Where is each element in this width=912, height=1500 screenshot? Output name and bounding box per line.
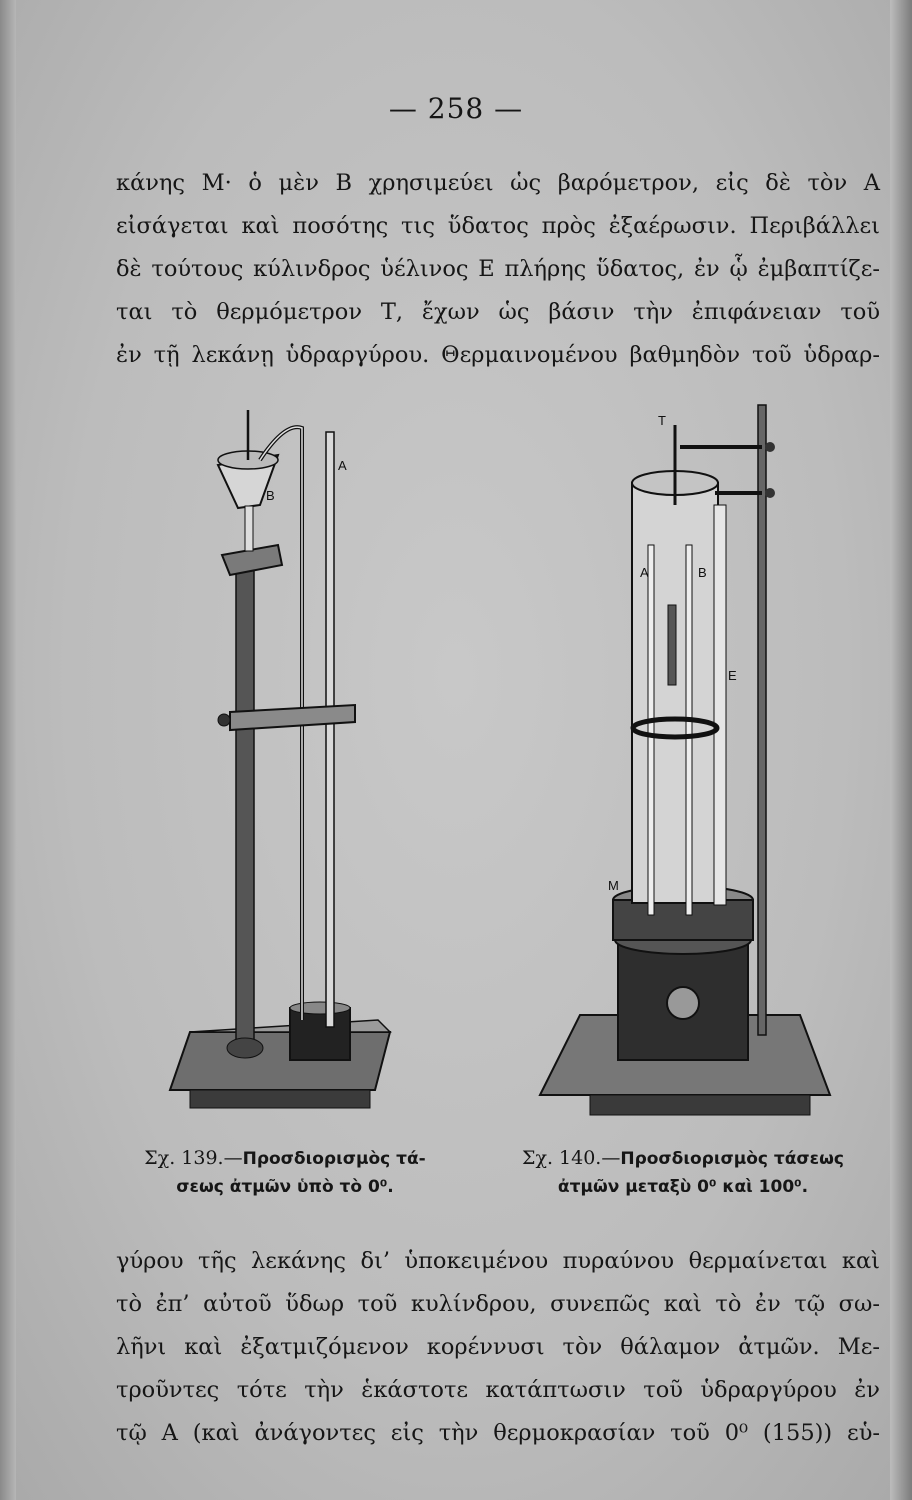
label-e: E: [728, 668, 737, 683]
text-line: κάνης Μ· ὁ μὲν Β χρησιμεύει ὡς βαρόμετρον, εἰς δὲ τὸν Α: [116, 170, 880, 196]
caption-title: Προσδιορισμὸς τάσεως: [620, 1149, 844, 1169]
label-t: T: [658, 413, 666, 428]
caption-title: Προσδιορισμὸς τά-: [242, 1149, 426, 1169]
caption-number: Σχ. 140.—: [522, 1147, 621, 1169]
figure-139-caption: [110, 1144, 460, 1201]
figure-140-apparatus: [530, 395, 840, 1120]
figure-140-caption: [488, 1144, 878, 1201]
figure-139-apparatus: [160, 400, 400, 1120]
caption-line: σεως ἀτμῶν ὑπὸ τὸ 0⁰.: [176, 1177, 394, 1197]
label-b: B: [698, 565, 707, 580]
caption-line: ἀτμῶν μεταξὺ 0⁰ καὶ 100⁰.: [557, 1177, 809, 1197]
text-line: λῆνι καὶ ἐξατμιζόμενον κορέννυσι τὸν θάλαμον ἀτμῶν. Με-: [116, 1334, 880, 1360]
bottom-paragraph: [116, 1240, 880, 1455]
top-paragraph: [116, 162, 880, 377]
label-m: M: [608, 878, 619, 893]
page-number: — 258 —: [388, 92, 524, 125]
page-left-edge: [0, 0, 16, 1500]
caption-number: Σχ. 139.—: [144, 1147, 243, 1169]
text-line: τροῦντες τότε τὴν ἑκάστοτε κατάπτωσιν τοῦ ὑδραργύρου ἐν: [116, 1377, 880, 1403]
text-line: τῷ Α (καὶ ἀνάγοντες εἰς τὴν θερμοκρασίαν τοῦ 0⁰ (155)) εὑ-: [116, 1420, 880, 1446]
page-right-edge: [890, 0, 912, 1500]
text-line: ἐν τῇ λεκάνῃ ὑδραργύρου. Θερμαινομένου βαθμηδὸν τοῦ ὑδραρ-: [116, 342, 880, 368]
label-b: B: [266, 488, 275, 503]
label-a: A: [640, 565, 649, 580]
text-line: δὲ τούτους κύλινδρος ὑέλινος Ε πλήρης ὕδατος, ἐν ᾧ ἐμβαπτίζε-: [116, 256, 880, 282]
text-line: εἰσάγεται καὶ ποσότης τις ὕδατος πρὸς ἐξαέρωσιν. Περιβάλλει: [116, 213, 880, 239]
text-line: τὸ ἐπ’ αὐτοῦ ὕδωρ τοῦ κυλίνδρου, συνεπῶς καὶ τὸ ἐν τῷ σω-: [116, 1291, 880, 1317]
text-line: ται τὸ θερμόμετρον Τ, ἔχων ὡς βάσιν τὴν ἐπιφάνειαν τοῦ: [116, 299, 880, 325]
text-line: γύρου τῆς λεκάνης δι’ ὑποκειμένου πυραύνου θερμαίνεται καὶ: [116, 1248, 880, 1274]
label-a: A: [338, 458, 347, 473]
